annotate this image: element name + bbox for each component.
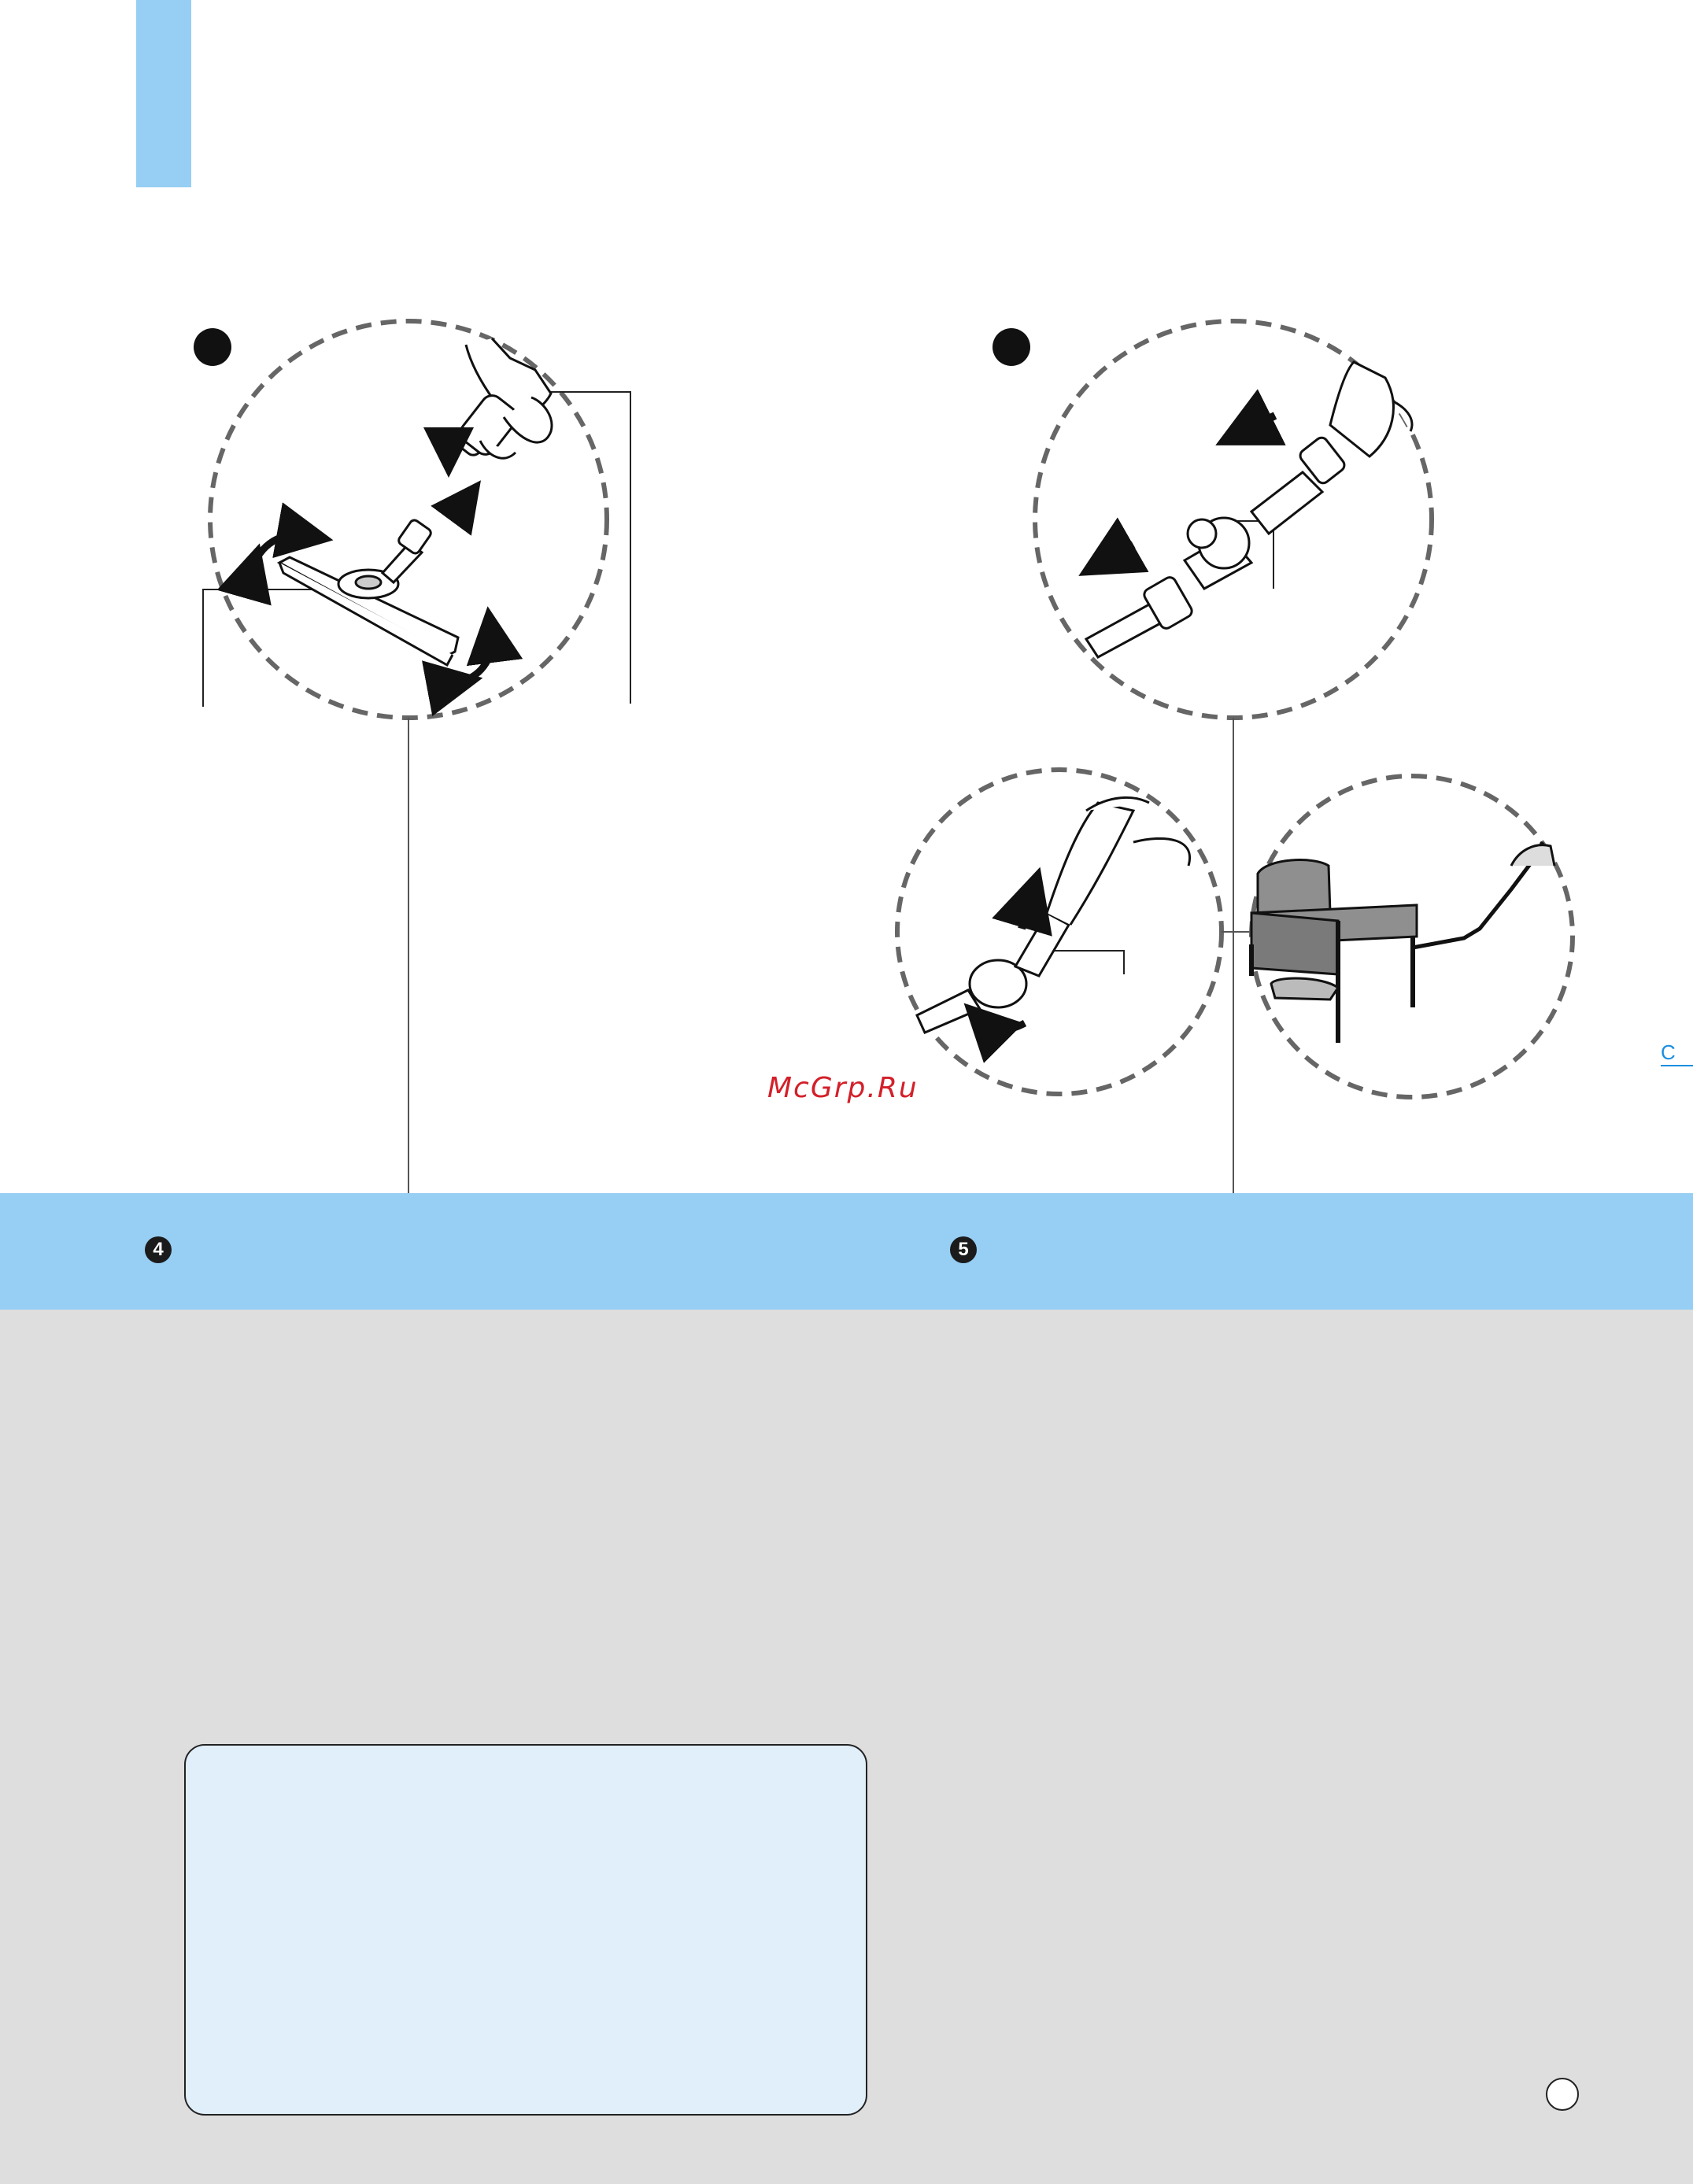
arrow-icon xyxy=(984,1023,1025,1029)
watermark-text: McGrp.Ru xyxy=(767,1072,919,1104)
step2-number-marker xyxy=(993,328,1030,366)
step-badge-5: 5 xyxy=(950,1236,977,1263)
tip-box xyxy=(184,1744,867,2116)
hand-icon xyxy=(453,338,552,459)
arrow-icon xyxy=(455,501,466,516)
arrow-icon xyxy=(1106,545,1133,560)
step3-illustration xyxy=(897,770,1250,1094)
page-number-circle xyxy=(1546,2078,1579,2111)
armchair xyxy=(1251,842,1554,1043)
arrow-icon xyxy=(1244,416,1275,431)
hose-handle xyxy=(917,797,1190,1033)
step2-illustration xyxy=(993,321,1432,1193)
rotate-arrow-right xyxy=(455,634,492,683)
step1-illustration xyxy=(194,321,630,1193)
step1-callout-right xyxy=(540,392,630,704)
telescopic-tube xyxy=(1086,362,1412,657)
step-badge-4: 4 xyxy=(145,1236,172,1263)
step1-dashed-circle xyxy=(210,321,607,718)
floor-nozzle xyxy=(279,519,458,665)
step-header-band xyxy=(0,1193,1693,1310)
step1-number-marker xyxy=(194,328,231,366)
step4-illustration xyxy=(1251,776,1573,1097)
arrow-icon xyxy=(1022,897,1031,929)
edge-link[interactable]: C xyxy=(1661,1040,1693,1066)
